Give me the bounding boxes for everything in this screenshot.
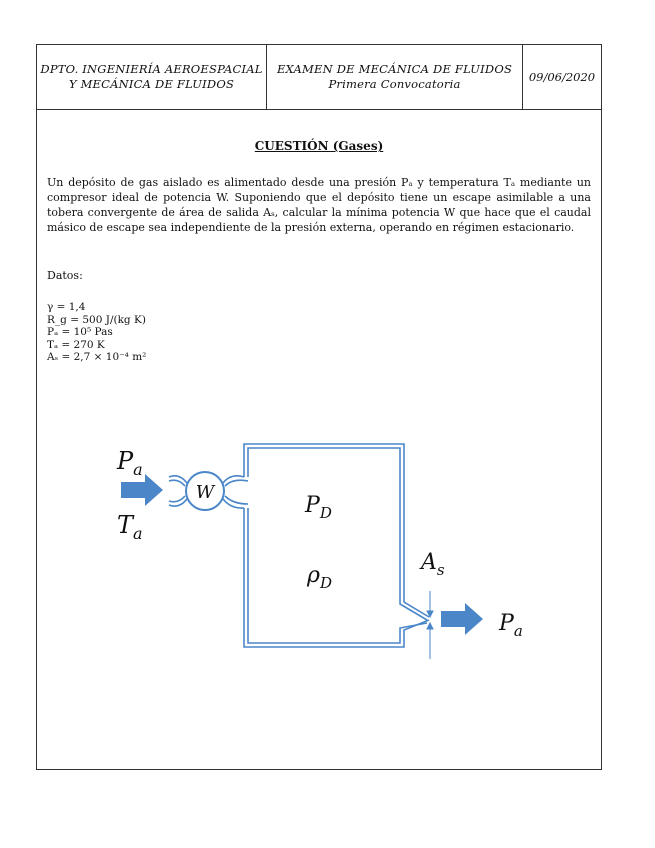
dato-rg: R_g = 500 J/(kg K) (47, 313, 146, 326)
compressor-label: W (195, 482, 215, 503)
exam-line2: Primera Convocatoria (328, 77, 461, 91)
outlet-pressure-label: $P_a$ (499, 611, 523, 640)
question-statement: Un depósito de gas aislado es alimentado desde una presión Pₐ y temperatura Tₐ mediante un compresor ideal de potencia W. Suponiendo que el depósito tiene un escape asimilable a una tobera convergente de área de salida Aₛ, calcular la mínima potencia W que hace que el caudal másico de escape sea independiente de la presión externa, operando en régimen estacionario. (47, 176, 591, 234)
exam-page-frame (36, 44, 602, 770)
dato-pa: Pₐ = 10⁵ Pas (47, 326, 113, 338)
outlet-area-label: $A_s$ (421, 550, 445, 579)
tank-pressure-label: $P_D$ (305, 493, 332, 522)
tank-walls (244, 444, 429, 647)
outlet-pipe-upper-inner (225, 480, 248, 486)
question-title: CUESTIÓN (Gases) (254, 139, 384, 153)
tank-inner-wall-top (248, 448, 427, 620)
inlet-pressure-label: $P_a$ (117, 447, 143, 479)
outlet-arrow-icon (441, 603, 483, 635)
tank-outer-wall-top (244, 444, 429, 617)
outlet-area-arrowhead-bottom (427, 623, 433, 629)
tank-density-label: $\rho_D$ (307, 563, 332, 592)
inlet-temperature-label: $T_a$ (117, 511, 143, 543)
tank-diagram (37, 45, 601, 769)
dato-as: Aₛ = 2,7 × 10⁻⁴ m² (47, 351, 147, 363)
dato-gamma: γ = 1,4 (47, 301, 86, 313)
inlet-pipe-lower (169, 499, 187, 506)
department-line1: DPTO. INGENIERÍA AEROESPACIAL (40, 62, 263, 76)
dato-ta: Tₐ = 270 K (47, 338, 105, 351)
outlet-area-marker (427, 591, 433, 659)
inlet-pipe-upper-inner (169, 480, 185, 486)
datos-label: Datos: (47, 269, 83, 282)
inlet-pipe-upper (169, 476, 187, 483)
outlet-pipe-lower-inner (225, 496, 248, 504)
department-line2: Y MECÁNICA DE FLUIDOS (68, 77, 235, 91)
tank-outer-wall-bottom (244, 508, 429, 647)
inlet-pipe-lower-inner (169, 496, 185, 502)
exam-date: 09/06/2020 (528, 69, 596, 84)
exam-line1: EXAMEN DE MECÁNICA DE FLUIDOS (276, 62, 513, 76)
